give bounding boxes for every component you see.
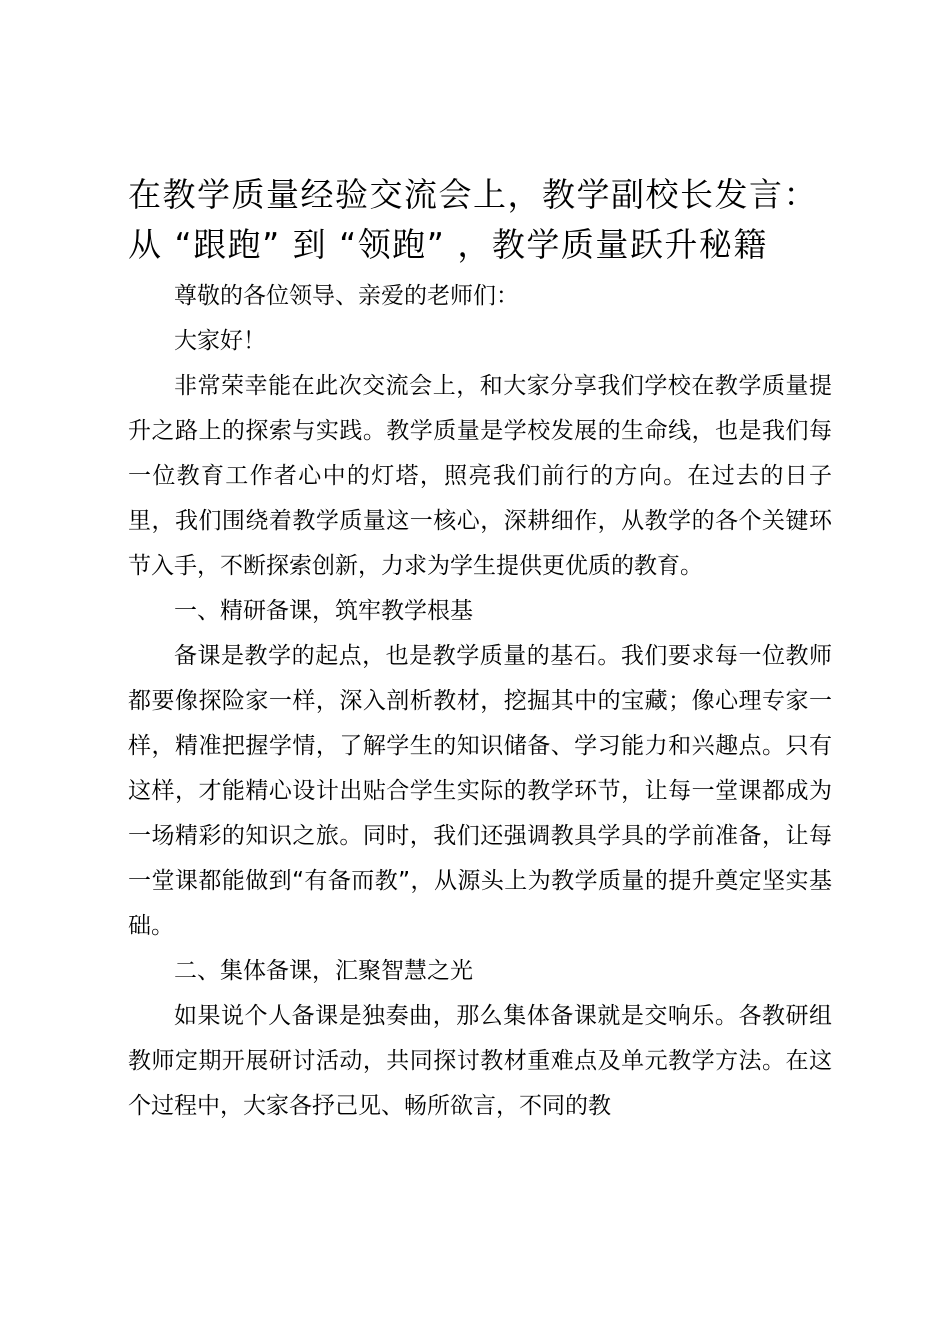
greeting: 大家好！ <box>174 328 266 354</box>
title-line-2: 从 “跟跑” 到 “领跑” ，教学质量跃升秘籍 <box>128 225 768 264</box>
section-paragraph-2: 如果说个人备课是独奏曲，那么集体备课就是交响乐。各教研组教师定期开展研讨活动，共同探讨教材重难点及单元教学方法。在这个过程中，大家各抒己见、畅所欲言，不同的教 <box>128 1003 832 1119</box>
document-body <box>128 274 832 1129</box>
section-heading-2: 二、集体备课，汇聚智慧之光 <box>174 958 473 984</box>
title-line-1: 在教学质量经验交流会上，教学副校长发言： <box>128 175 818 214</box>
intro-paragraph: 非常荣幸能在此次交流会上，和大家分享我们学校在教学质量提升之路上的探索与实践。教学质量是学校发展的生命线，也是我们每一位教育工作者心中的灯塔，照亮我们前行的方向。在过去的日子里，我们围绕着教学质量这一核心，深耕细作，从教学的各个关键环节入手，不断探索创新，力求为学生提供更优质的教育。 <box>128 373 832 579</box>
document-title <box>128 170 832 270</box>
salutation: 尊敬的各位领导、亲爱的老师们： <box>174 283 519 309</box>
section-heading-1: 一、精研备课，筑牢教学根基 <box>174 598 473 624</box>
section-paragraph-1: 备课是教学的起点，也是教学质量的基石。我们要求每一位教师都要像探险家一样，深入剖析教材，挖掘其中的宝藏；像心理专家一样，精准把握学情，了解学生的知识储备、学习能力和兴趣点。只有这样，才能精心设计出贴合学生实际的教学环节，让每一堂课都成为一场精彩的知识之旅。同时，我们还强调教具学具的学前准备，让每一堂课都能做到“有备而教”，从源头上为教学质量的提升奠定坚实基础。 <box>128 643 832 939</box>
document-page <box>128 170 832 1129</box>
